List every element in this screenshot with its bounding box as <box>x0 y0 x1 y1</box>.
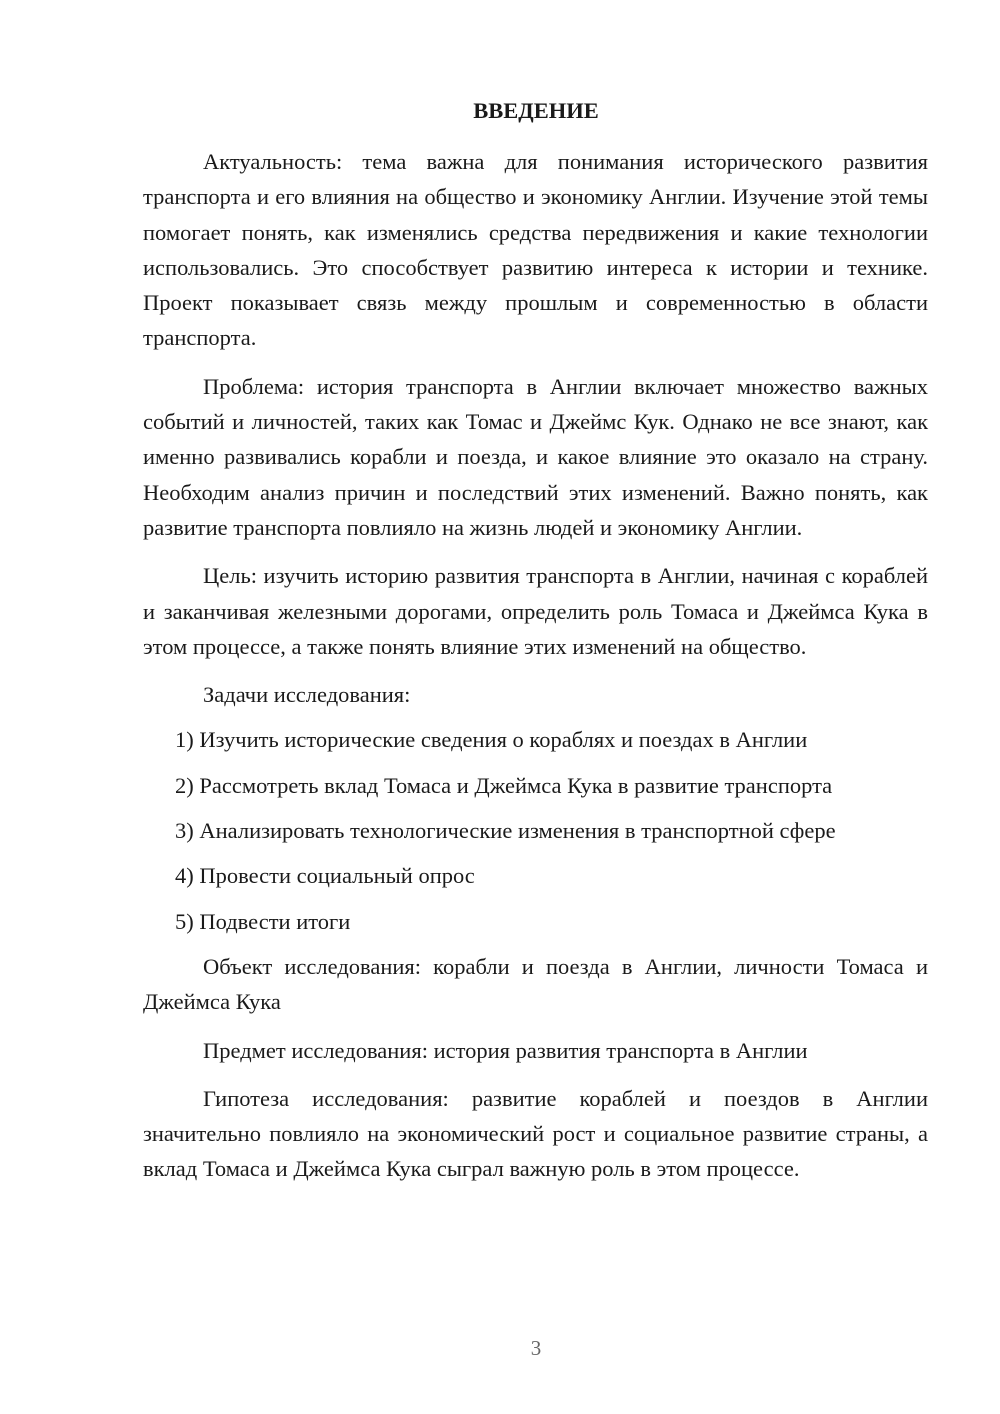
hypothesis-paragraph: Гипотеза исследования: развитие кораблей и поездов в Англии значительно повлияло на экономический рост и социальное развитие страны, а вклад Томаса и Джеймса Кука сыграл важную роль в этом процессе. <box>143 1085 928 1182</box>
goal-paragraph: Цель: изучить историю развития транспорта в Англии, начиная с кораблей и заканчивая железными дорогами, определить роль Томаса и Джеймса Кука в этом процессе, а также понять влияние этих изменений на общество. <box>143 563 928 659</box>
section-heading: ВВЕДЕНИЕ <box>473 98 599 123</box>
body-text <box>143 144 928 1200</box>
page-number: 3 <box>530 1336 542 1360</box>
task-item: 4) Провести социальный опрос <box>175 863 475 889</box>
problem-paragraph: Проблема: история транспорта в Англии включает множество важных событий и личностей, таких как Томас и Джеймс Кук. Однако не все знают, как именно развивались корабли и поезда, и какое влияние это оказало на страну. Необходим анализ причин и последствий этих изменений. Важно понять, как развитие транспорта повлияло на жизнь людей и экономику Англии. <box>143 373 928 540</box>
object-paragraph: Объект исследования: корабли и поезда в Англии, личности Томаса и Джеймса Кука <box>143 953 928 1015</box>
task-item: 1) Изучить исторические сведения о кораблях и поездах в Англии <box>175 727 808 753</box>
relevance-paragraph: Актуальность: тема важна для понимания исторического развития транспорта и его влияния на общество и экономику Англии. Изучение этой темы помогает понять, как изменялись средства передвижения и какие технологии использовались. Это способствует развитию интереса к истории и технике. Проект показывает связь между прошлым и современностью в области транспорта. <box>143 149 928 351</box>
task-list <box>143 722 928 938</box>
task-item: 5) Подвести итоги <box>175 908 351 934</box>
subject-paragraph: Предмет исследования: история развития транспорта в Англии <box>203 1037 808 1063</box>
tasks-label: Задачи исследования: <box>203 682 411 708</box>
task-item: 2) Рассмотреть вклад Томаса и Джеймса Кука в развитие транспорта <box>175 772 833 798</box>
task-item: 3) Анализировать технологические изменения в транспортной сфере <box>175 818 836 844</box>
